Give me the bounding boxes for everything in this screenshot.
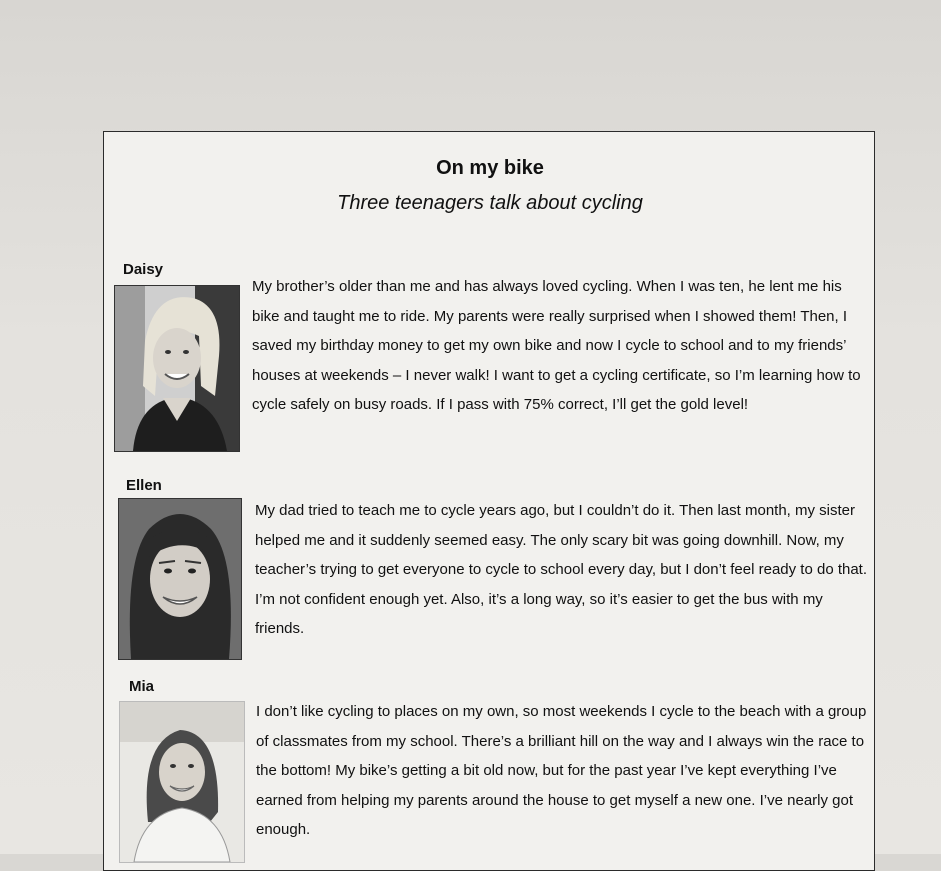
article-title: On my bike — [436, 157, 544, 179]
mia-photo — [119, 701, 245, 863]
article-box — [103, 131, 875, 871]
profile-name-ellen: Ellen — [126, 477, 162, 494]
ellen-photo — [118, 498, 242, 660]
profile-name-daisy: Daisy — [123, 261, 164, 278]
profile-text-mia: I don’t like cycling to places on my own, so most weekends I cycle to the beach with a group of classmates from my school. There’s a brilliant hill on the way and I always win the race to the bottom! My bike’s getting a bit old now, but for the past year I’ve kept everything I’ve earned from helping my parents around the house to get myself a new one. I’ve nearly got enough. — [256, 703, 867, 838]
profile-text-daisy: My brother’s older than me and has always loved cycling. When I was ten, he lent me his bike and taught me to ride. My parents were really surprised when I showed them! Then, I saved my birthday money to get my own bike and now I cycle to school and to my friends’ houses at weekends – I never walk! I want to get a cycling certificate, so I’m learning how to cycle safely on busy roads. If I pass with 75% correct, I’ll get the gold level! — [252, 278, 861, 413]
daisy-photo — [114, 285, 240, 452]
article-subtitle: Three teenagers talk about cycling — [337, 192, 643, 214]
profile-text-ellen: My dad tried to teach me to cycle years ago, but I couldn’t do it. Then last month, my sister helped me and it suddenly seemed easy. The only scary bit was going downhill. Now, my teacher’s trying to get everyone to cycle to school every day, but I don’t feel ready to do that. I’m not confident enough yet. Also, it’s a long way, so it’s easier to get the bus with my friends. — [255, 502, 868, 637]
profile-name-mia: Mia — [129, 678, 155, 695]
